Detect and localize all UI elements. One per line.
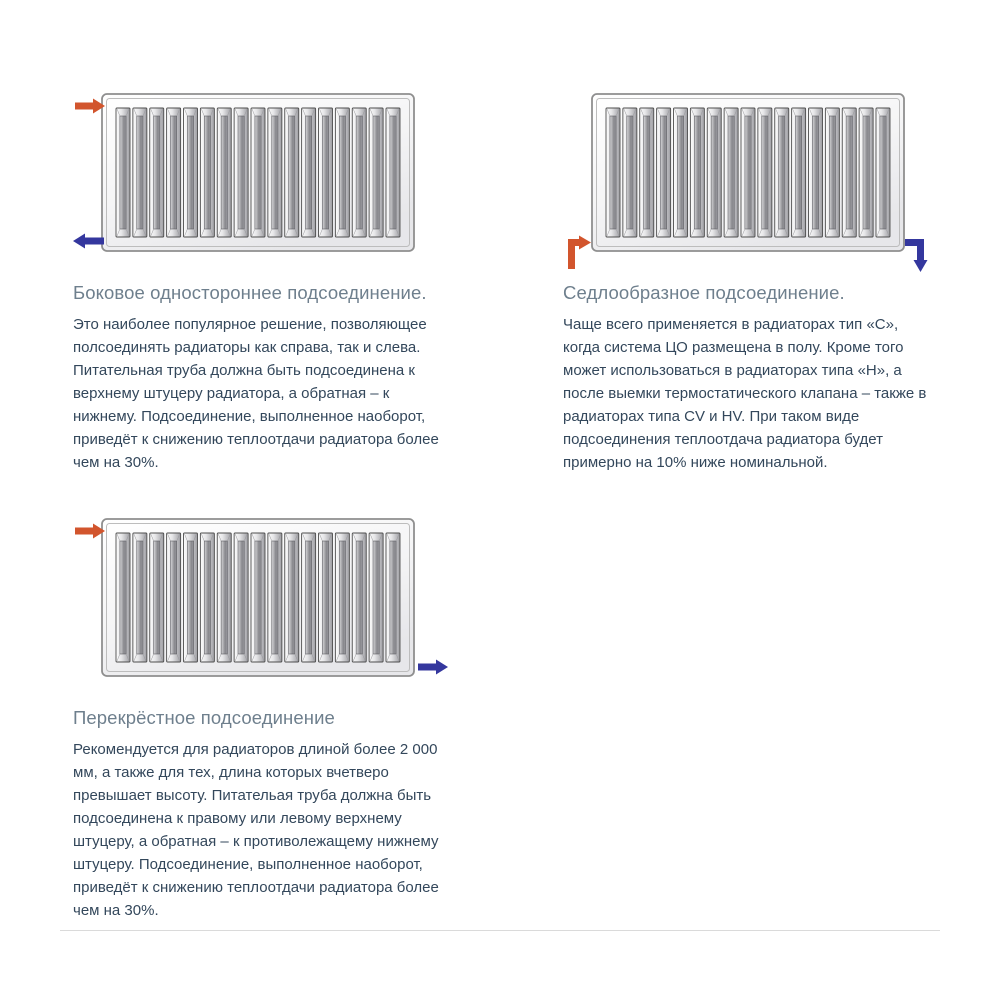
radiator-slat xyxy=(116,533,130,662)
radiator-slat xyxy=(319,533,333,662)
radiator-slat xyxy=(133,533,147,662)
radiator-slat xyxy=(842,108,856,237)
radiator-slat xyxy=(335,533,349,662)
radiator-slat xyxy=(319,108,333,237)
radiator-figure-side-one-way xyxy=(73,93,453,275)
radiator-slat xyxy=(640,108,654,237)
radiator-slat xyxy=(302,108,316,237)
radiator-slat xyxy=(809,108,823,237)
section-heading: Перекрёстное подсоединение xyxy=(73,707,335,729)
radiator-slat xyxy=(184,108,198,237)
radiator-slat xyxy=(150,108,164,237)
radiator-slat xyxy=(352,108,366,237)
radiator-slat xyxy=(386,533,400,662)
radiator-body xyxy=(102,94,414,251)
radiator-slat xyxy=(234,108,248,237)
radiator-slat xyxy=(792,108,806,237)
return-arrow xyxy=(418,660,448,675)
return-arrow xyxy=(905,239,928,272)
radiator-slat xyxy=(335,108,349,237)
radiator-slat xyxy=(217,108,231,237)
section-heading: Боковое одностороннее подсоединение. xyxy=(73,282,427,303)
bottom-divider xyxy=(60,930,940,931)
radiator-slat xyxy=(285,533,299,662)
radiator-slat xyxy=(369,533,383,662)
radiator-slat xyxy=(758,108,772,237)
radiator-slat xyxy=(133,108,147,237)
radiator-slat xyxy=(251,108,265,237)
radiator-slat xyxy=(690,108,704,237)
radiator-slat xyxy=(386,108,400,237)
radiator-slat xyxy=(775,108,789,237)
section-cross xyxy=(73,518,448,922)
radiator-slat xyxy=(167,533,181,662)
section-heading: Седлообразное подсоединение. xyxy=(563,282,845,303)
radiator-slat xyxy=(116,108,130,237)
section-body: Чаще всего применяется в радиаторах тип «С», когда система ЦО размещена в полу. Кроме того может использоваться в радиаторах типа «Н», а после выемки термостатического клапана – также в радиаторах типа CV и HV. При таком виде подсоединения теплоотдача радиатора будет примерно на 10% ниже номинальной. xyxy=(563,316,927,472)
supply-arrow xyxy=(75,99,105,114)
radiator-slat xyxy=(623,108,637,237)
radiator-illustration xyxy=(73,518,453,700)
radiator-slat xyxy=(352,533,366,662)
section-body: Это наиболее популярное решение, позволяющее полсоединять радиаторы как справа, так и слева. Питательная труба должна быть подсоединена к верхнему штуцеру радиатора, а обратная – к нижнему. Подсоединение, выполненное наоборот, приведёт к снижению теплоотдачи радиатора более чем на 30%. xyxy=(73,316,439,472)
radiator-slat xyxy=(302,533,316,662)
radiator-slat xyxy=(150,533,164,662)
radiator-slat xyxy=(200,533,214,662)
radiator-slat xyxy=(876,108,890,237)
sections-grid xyxy=(73,93,940,922)
radiator-figure-saddle xyxy=(563,93,943,275)
radiator-slat xyxy=(234,533,248,662)
supply-arrow xyxy=(75,524,105,539)
radiator-slat xyxy=(285,108,299,237)
radiator-slat xyxy=(184,533,198,662)
return-arrow xyxy=(73,234,104,249)
radiator-slat xyxy=(606,108,620,237)
radiator-slat xyxy=(657,108,671,237)
radiator-slat xyxy=(167,108,181,237)
radiator-figure-cross xyxy=(73,518,453,700)
radiator-slat xyxy=(251,533,265,662)
radiator-slat xyxy=(217,533,231,662)
radiator-slat xyxy=(268,108,282,237)
radiator-slat xyxy=(859,108,873,237)
section-body: Рекомендуется для радиаторов длиной более 2 000 мм, а также для тех, длина которых вчетверо превышает высоту. Питательая труба должна быть подсоединена к правому или левому верхнему штуцеру, а обратная – к противолежащему нижнему штуцеру. Подсоединение, выполненное наоборот, приведёт к снижению теплоотдачи радиатора более чем на 30%. xyxy=(73,741,439,920)
radiator-slat xyxy=(724,108,738,237)
radiator-illustration xyxy=(73,93,453,275)
radiator-body xyxy=(592,94,904,251)
supply-arrow xyxy=(568,236,591,270)
section-side-one-way xyxy=(73,93,448,474)
radiator-slat xyxy=(268,533,282,662)
radiator-slat xyxy=(741,108,755,237)
section-saddle xyxy=(563,93,938,474)
radiator-slat xyxy=(674,108,688,237)
radiator-slat xyxy=(200,108,214,237)
radiator-slat xyxy=(825,108,839,237)
radiator-slat xyxy=(369,108,383,237)
radiator-illustration xyxy=(563,93,943,275)
radiator-slat xyxy=(707,108,721,237)
radiator-body xyxy=(102,519,414,676)
